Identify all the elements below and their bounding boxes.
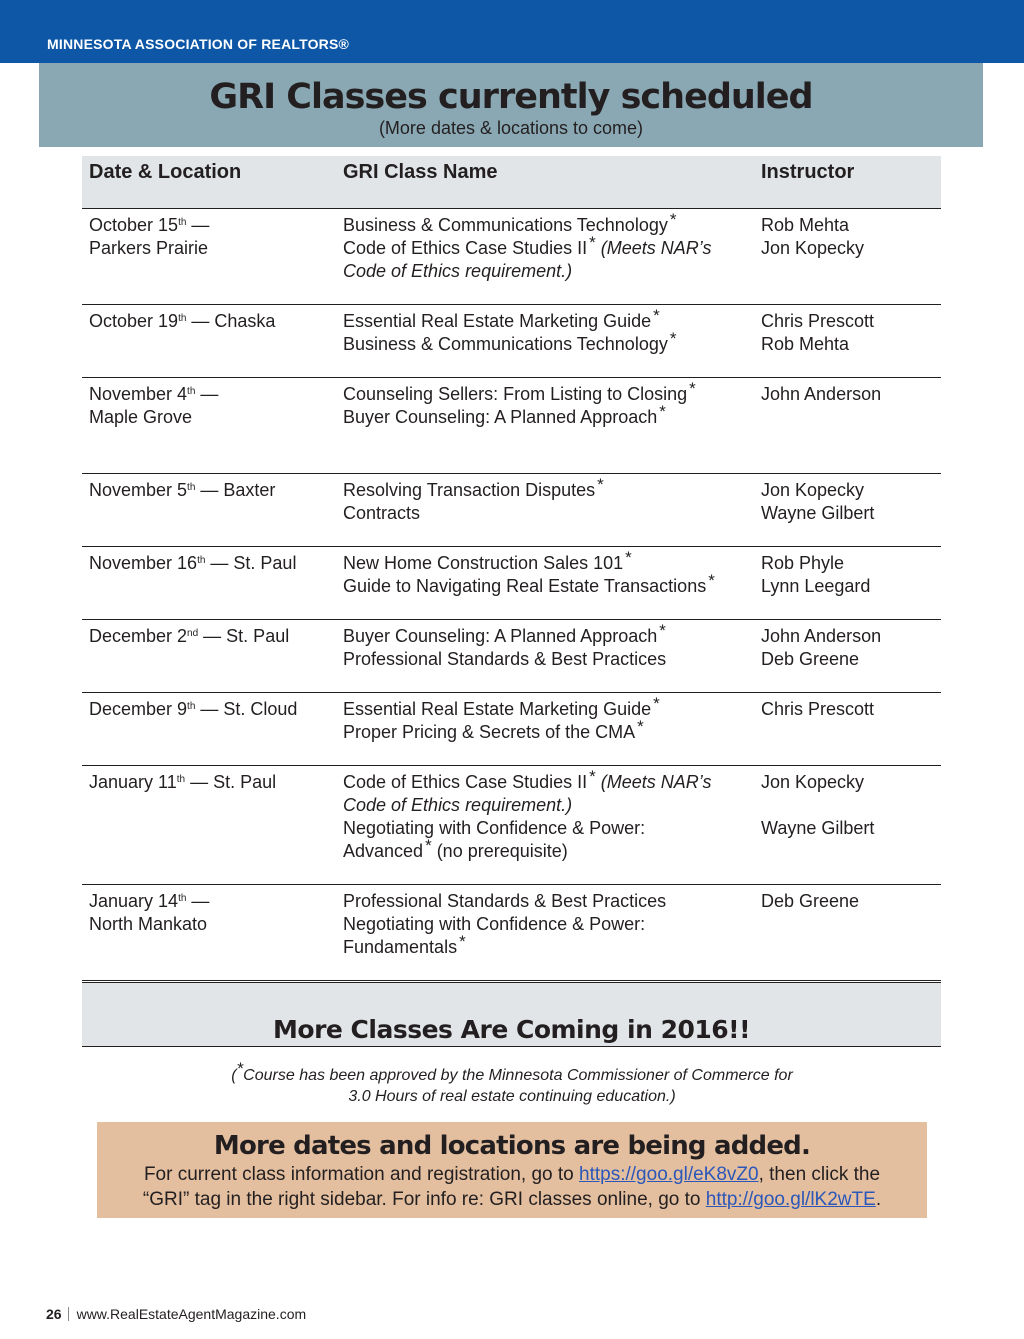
date-line: December 9th — St. Cloud — [89, 699, 298, 719]
page-title: GRI Classes currently scheduled — [209, 77, 813, 117]
date-line: Parkers Prairie — [89, 238, 209, 258]
header-instructor: Instructor — [761, 161, 855, 183]
class-name: Code of Ethics Case Studies II * (Meets NAR’s — [343, 767, 712, 792]
asterisk-icon: * — [459, 932, 466, 951]
asterisk-icon: * — [653, 306, 660, 325]
instructor-cell — [761, 890, 859, 913]
ordinal-suffix: th — [176, 774, 186, 785]
table-row — [82, 305, 941, 378]
table-row — [82, 209, 941, 305]
date-location-cell — [89, 214, 209, 260]
class-name: Essential Real Estate Marketing Guide * — [343, 306, 660, 331]
ordinal-suffix: th — [178, 313, 187, 324]
table-row — [82, 378, 941, 474]
date-location-cell — [89, 698, 297, 721]
instructor-cell — [761, 383, 881, 406]
class-name-cell — [343, 890, 666, 959]
info-text-2: , then click the — [758, 1164, 881, 1185]
info-text-4: . — [875, 1189, 882, 1210]
class-name: Guide to Navigating Real Estate Transactions * — [343, 571, 715, 596]
class-name: Proper Pricing & Secrets of the CMA * — [343, 717, 644, 742]
table-header — [82, 156, 941, 209]
class-name: Business & Communications Technology * — [343, 329, 677, 354]
asterisk-icon: * — [625, 548, 632, 567]
date-line: November 16th — St. Paul — [89, 553, 297, 573]
header-date-location: Date & Location — [89, 161, 242, 183]
table-row — [82, 693, 941, 766]
ordinal-suffix: th — [187, 701, 196, 712]
instructor-name: Lynn Leegard — [761, 576, 871, 596]
requirement-note: (Meets NAR’s — [600, 772, 712, 792]
asterisk-icon: * — [236, 1059, 244, 1078]
asterisk-icon: * — [669, 329, 677, 348]
requirement-note: Code of Ethics requirement.) — [343, 261, 573, 281]
class-name-cell — [343, 694, 660, 744]
date-line: December 2nd — St. Paul — [89, 626, 290, 646]
date-line: November 4th — — [89, 384, 219, 404]
ordinal-suffix: th — [187, 482, 196, 493]
top-banner — [0, 0, 1024, 63]
date-location-cell — [89, 625, 289, 648]
table-row — [82, 620, 941, 693]
page-subtitle: (More dates & locations to come) — [378, 118, 644, 138]
instructor-cell — [761, 625, 881, 671]
class-name-cell — [343, 621, 667, 671]
asterisk-icon: * — [637, 717, 644, 736]
instructor-name: Wayne Gilbert — [761, 818, 875, 838]
instructor-name: Wayne Gilbert — [761, 503, 875, 523]
requirement-note: Code of Ethics requirement.) — [343, 795, 573, 815]
date-location-cell — [89, 383, 218, 429]
instructor-name: Jon Kopecky — [761, 238, 865, 258]
class-name: New Home Construction Sales 101 * — [343, 548, 632, 573]
class-name: Essential Real Estate Marketing Guide * — [343, 694, 660, 719]
date-line: October 15th — — [89, 215, 210, 235]
asterisk-icon: * — [708, 571, 715, 590]
spacer — [761, 794, 874, 817]
date-location-cell — [89, 310, 275, 333]
asterisk-icon: * — [589, 233, 596, 252]
class-name-cell — [343, 548, 715, 598]
date-line: November 5th — Baxter — [89, 480, 276, 500]
table-row — [82, 766, 941, 885]
instructor-name: Rob Mehta — [761, 215, 850, 235]
registration-link[interactable]: https://goo.gl/eK8vZ0 — [579, 1164, 759, 1185]
instructor-cell — [761, 214, 864, 260]
instructor-cell — [761, 310, 874, 356]
org-name: MINNESOTA ASSOCIATION OF REALTORS® — [47, 36, 350, 52]
ordinal-suffix: th — [178, 893, 187, 904]
instructor-cell — [761, 771, 874, 840]
ordinal-suffix: th — [197, 555, 206, 566]
class-name: Fundamentals * — [343, 932, 466, 957]
header-class-name: GRI Class Name — [343, 161, 498, 183]
table-body — [82, 209, 941, 981]
footnote-line2: 3.0 Hours of real estate continuing education.) — [348, 1088, 676, 1105]
footer-divider — [68, 1307, 69, 1321]
instructor-name: Chris Prescott — [761, 311, 875, 331]
instructor-name: Jon Kopecky — [761, 772, 865, 792]
asterisk-icon: * — [659, 402, 666, 421]
footnote-line1: Course has been approved by the Minnesota Commissioner of Commerce for — [243, 1067, 793, 1084]
asterisk-icon: * — [589, 767, 596, 786]
class-name-cell — [343, 475, 604, 525]
class-name-cell — [343, 767, 712, 863]
instructor-name: John Anderson — [761, 384, 882, 404]
asterisk-icon: * — [653, 694, 660, 713]
instructor-name: Jon Kopecky — [761, 480, 865, 500]
asterisk-icon: * — [669, 210, 677, 229]
date-location-cell — [89, 890, 209, 936]
date-line: January 11th — St. Paul — [89, 772, 277, 792]
class-name: Professional Standards & Best Practices — [343, 649, 667, 669]
asterisk-icon: * — [659, 621, 666, 640]
more-dates-text — [97, 1162, 927, 1212]
class-name-cell — [343, 210, 712, 283]
more-dates-box — [97, 1122, 927, 1218]
table-row — [82, 885, 941, 981]
date-line: October 19th — Chaska — [89, 311, 276, 331]
class-name-cell — [343, 306, 677, 356]
instructor-name: Deb Greene — [761, 649, 860, 669]
title-box — [39, 63, 983, 147]
asterisk-icon: * — [425, 836, 432, 855]
date-line: January 14th — — [89, 891, 210, 911]
instructor-cell — [761, 698, 874, 721]
class-name: Code of Ethics Case Studies II * (Meets NAR’s — [343, 233, 712, 258]
date-location-cell — [89, 771, 276, 794]
date-location-cell — [89, 552, 296, 575]
online-classes-link[interactable]: http://goo.gl/lK2wTE — [705, 1189, 876, 1210]
site-url: www.RealEstateAgentMagazine.com — [76, 1306, 307, 1322]
class-name: Professional Standards & Best Practices — [343, 891, 667, 911]
instructor-name: Chris Prescott — [761, 699, 875, 719]
date-line: Maple Grove — [89, 407, 193, 427]
instructor-cell — [761, 479, 874, 525]
info-text-1: For current class information and registration, go to — [143, 1164, 580, 1185]
instructor-name: Rob Mehta — [761, 334, 850, 354]
class-name: Buyer Counseling: A Planned Approach * — [343, 621, 666, 646]
requirement-note: (Meets NAR’s — [600, 238, 712, 258]
coming-soon-banner — [82, 982, 941, 1047]
instructor-name: Deb Greene — [761, 891, 860, 911]
instructor-name: John Anderson — [761, 626, 882, 646]
footnote: (*Course has been approved by the Minnesota Commissioner of Commerce for 3.0 Hours of real estate continuing education.) — [231, 1059, 793, 1105]
coming-soon-text: More Classes Are Coming in 2016!! — [273, 1015, 750, 1044]
asterisk-icon: * — [597, 475, 604, 494]
class-name: Advanced * (no prerequisite) — [343, 836, 568, 861]
page-footer — [46, 1305, 306, 1323]
ordinal-suffix: nd — [187, 628, 199, 639]
schedule-table — [82, 156, 941, 981]
class-name: Counseling Sellers: From Listing to Closing * — [343, 379, 696, 404]
page-number: 26 — [46, 1306, 62, 1322]
ordinal-suffix: th — [187, 386, 196, 397]
asterisk-icon: * — [689, 379, 696, 398]
table-row — [82, 474, 941, 547]
info-text-3: “GRI” tag in the right sidebar. For info re: GRI classes online, go to — [142, 1189, 706, 1210]
instructor-name: Rob Phyle — [761, 553, 845, 573]
class-name: Negotiating with Confidence & Power: — [343, 914, 646, 934]
class-name-cell — [343, 379, 696, 429]
class-name: Negotiating with Confidence & Power: — [343, 818, 646, 838]
instructor-cell — [761, 552, 870, 598]
class-name: Business & Communications Technology * — [343, 210, 677, 235]
class-name: Contracts — [343, 503, 421, 523]
class-name: Resolving Transaction Disputes * — [343, 475, 604, 500]
table-row — [82, 547, 941, 620]
more-dates-title: More dates and locations are being added. — [213, 1131, 811, 1161]
date-location-cell — [89, 479, 275, 502]
ordinal-suffix: th — [178, 217, 187, 228]
class-name: Buyer Counseling: A Planned Approach * — [343, 402, 666, 427]
date-line: North Mankato — [89, 914, 208, 934]
